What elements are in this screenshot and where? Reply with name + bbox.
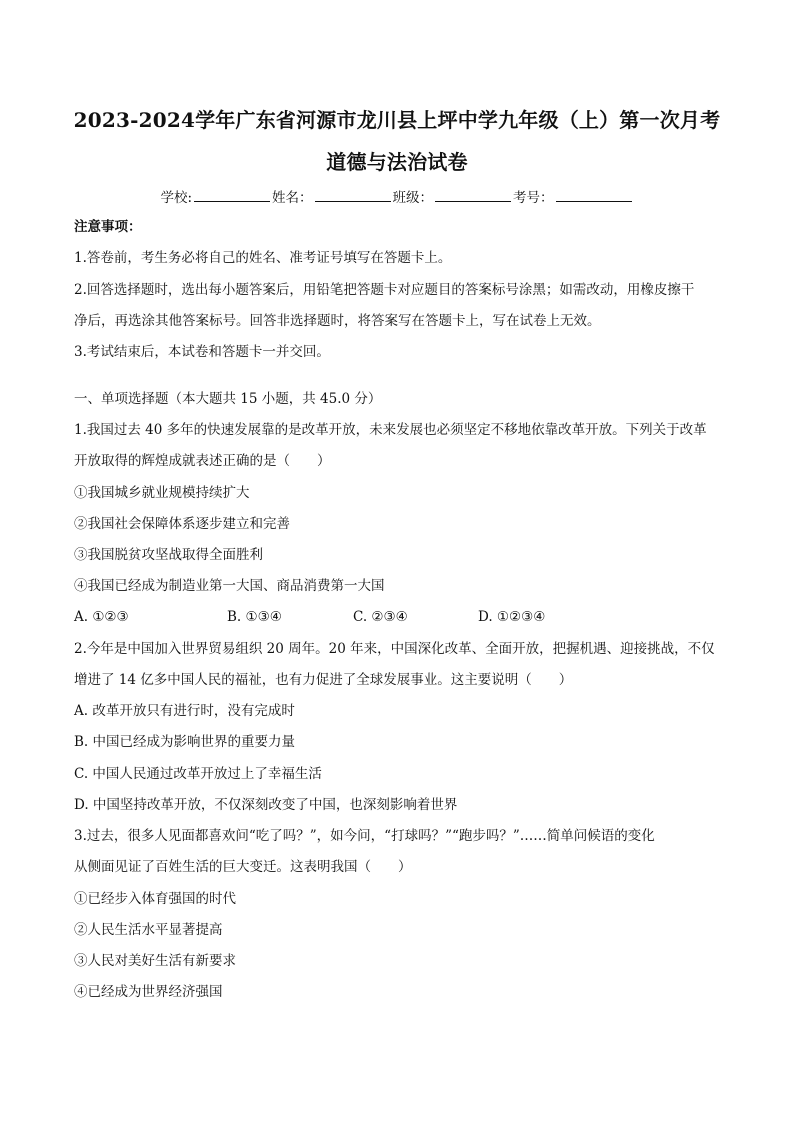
q3-item: ④已经成为世界经济强国	[74, 984, 223, 1000]
name-label: 姓名：	[272, 190, 313, 206]
exam-title-line1: 2023-2024学年广东省河源市龙川县上坪中学九年级（上）第一次月考	[73, 108, 721, 132]
exam-title-line2: 道德与法治试卷	[326, 150, 468, 174]
q3-item: ①已经步入体育强国的时代	[74, 891, 236, 907]
class-label: 班级：	[392, 190, 434, 206]
q1-stem-line2: 开放取得的辉煌成就表述正确的是（ ）	[74, 453, 331, 469]
q1-stem-line1: 1.我国过去 40 多年的快速发展靠的是改革开放，未来发展也必须坚定不移地依靠改革开放。下列关于改革	[74, 422, 707, 438]
q1-item: ④我国已经成为制造业第一大国、商品消费第一大国	[74, 578, 385, 594]
number-blank[interactable]	[556, 189, 632, 202]
q2-stem-line2: 增进了 14 亿多中国人民的福祉，也有力促进了全球发展事业。这主要说明（ ）	[74, 672, 573, 688]
student-info-row	[0, 186, 794, 206]
q1-option-c[interactable]: C. ②③④	[353, 609, 408, 625]
notice-heading: 注意事项：	[74, 219, 142, 235]
section-heading	[74, 390, 381, 408]
section-heading-text: 一、单项选择题（本大题共 15 小题，共 45.0 分）	[74, 391, 382, 407]
school-blank[interactable]	[194, 189, 270, 202]
q3-item: ③人民对美好生活有新要求	[74, 953, 236, 969]
q1-option-d[interactable]: D. ①②③④	[478, 609, 546, 625]
q3-stem-line2: 从侧面见证了百姓生活的巨大变迁。这表明我国（ ）	[74, 859, 412, 875]
q1-item: ②我国社会保障体系逐步建立和完善	[74, 516, 290, 532]
school-label: 学校:	[160, 190, 193, 206]
q2-option-c[interactable]: C. 中国人民通过改革开放过上了幸福生活	[74, 766, 322, 782]
q2-stem-line1: 2.今年是中国加入世界贸易组织 20 周年。20 年来，中国深化改革、全面开放，把握机遇、迎接挑战，不仅	[74, 641, 715, 657]
notice-item: 2.回答选择题时，选出每小题答案后，用铅笔把答题卡对应题目的答案标号涂黑；如需改动，用橡皮擦干	[74, 282, 695, 298]
q1-item: ①我国城乡就业规模持续扩大	[74, 485, 250, 501]
q2-option-a[interactable]: A. 改革开放只有进行时，没有完成时	[74, 703, 295, 719]
notice-item: 净后，再选涂其他答案标号。回答非选择题时，将答案写在答题卡上，写在试卷上无效。	[74, 313, 601, 329]
class-blank[interactable]	[435, 189, 511, 202]
notice-item: 3.考试结束后，本试卷和答题卡一并交回。	[74, 344, 330, 360]
q2-option-b[interactable]: B. 中国已经成为影响世界的重要力量	[74, 734, 296, 750]
name-blank[interactable]	[315, 189, 391, 202]
q1-item: ③我国脱贫攻坚战取得全面胜利	[74, 547, 263, 563]
q3-item: ②人民生活水平显著提高	[74, 922, 223, 938]
q3-stem-line1: 3.过去，很多人见面都喜欢问“吃了吗？”，如今问，“打球吗？”“跑步吗？”……简单问候语的变化	[74, 828, 655, 844]
notice-item: 1.答卷前，考生务必将自己的姓名、准考证号填写在答题卡上。	[74, 250, 452, 266]
q1-option-a[interactable]: A. ①②③	[74, 609, 129, 625]
q2-option-d[interactable]: D. 中国坚持改革开放，不仅深刻改变了中国，也深刻影响着世界	[74, 797, 458, 813]
q1-option-b[interactable]: B. ①③④	[227, 609, 282, 625]
number-label: 考号：	[513, 190, 554, 206]
